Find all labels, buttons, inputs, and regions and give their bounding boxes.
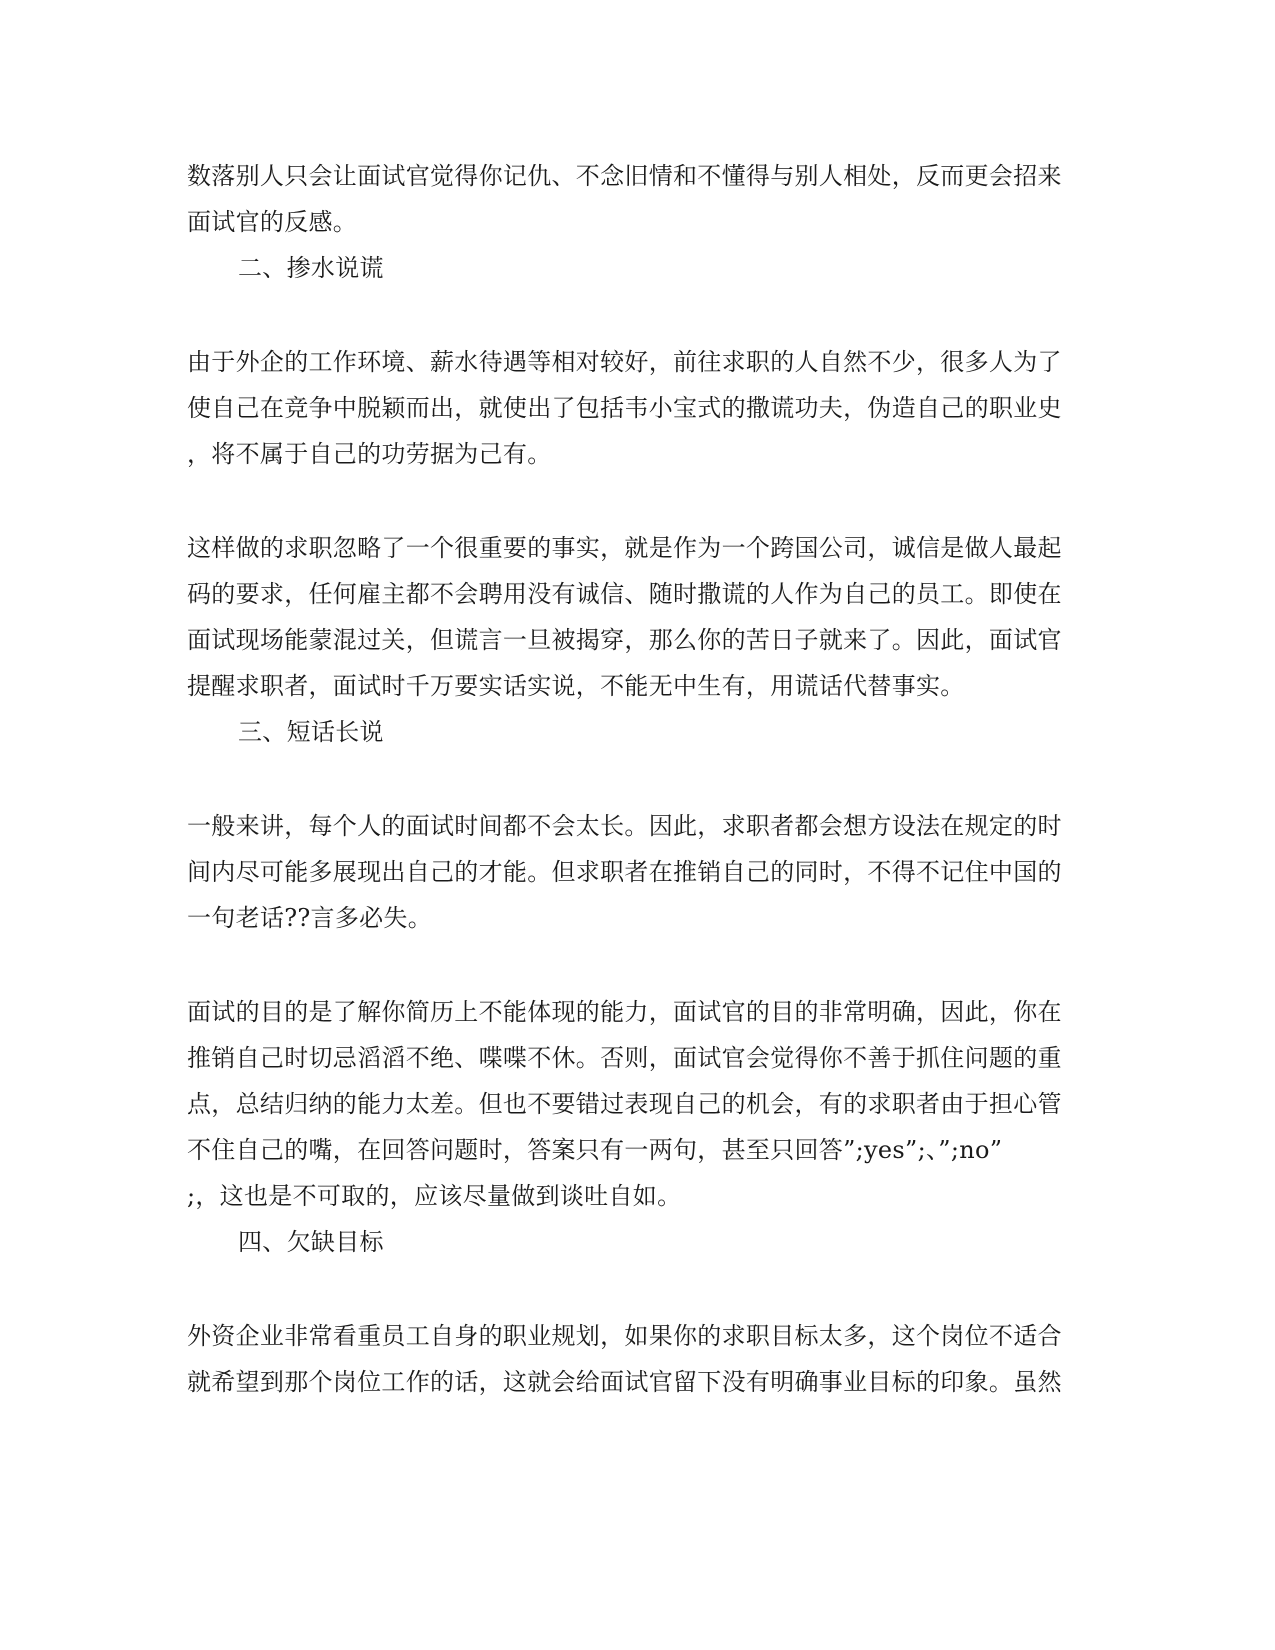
paragraph-line: ，将不属于自己的功劳据为己有。: [187, 440, 552, 468]
paragraph-line: 面试的目的是了解你简历上不能体现的能力，面试官的目的非常明确，因此，你在: [187, 998, 1062, 1026]
paragraph-line: 一般来讲，每个人的面试时间都不会太长。因此，求职者都会想方设法在规定的时: [187, 812, 1062, 840]
section-heading-4: 四、欠缺目标: [238, 1228, 384, 1256]
paragraph-line: 不住自己的嘴，在回答问题时，答案只有一两句，甚至只回答”;yes”;、”;no”: [187, 1136, 1003, 1164]
paragraph-line: ;，这也是不可取的，应该尽量做到谈吐自如。: [187, 1182, 682, 1210]
paragraph-line: 数落别人只会让面试官觉得你记仇、不念旧情和不懂得与别人相处，反而更会招来: [187, 162, 1062, 190]
paragraph-line: 推销自己时切忌滔滔不绝、喋喋不休。否则，面试官会觉得你不善于抓住问题的重: [187, 1044, 1062, 1072]
paragraph-line: 一句老话??言多必失。: [187, 904, 433, 932]
paragraph-line: 这样做的求职忽略了一个很重要的事实，就是作为一个跨国公司，诚信是做人最起: [187, 534, 1062, 562]
paragraph-line: 外资企业非常看重员工自身的职业规划，如果你的求职目标太多，这个岗位不适合: [187, 1322, 1062, 1350]
paragraph-line: 间内尽可能多展现出自己的才能。但求职者在推销自己的同时，不得不记住中国的: [187, 858, 1062, 886]
section-heading-2: 二、掺水说谎: [238, 254, 384, 282]
paragraph-line: 码的要求，任何雇主都不会聘用没有诚信、随时撒谎的人作为自己的员工。即使在: [187, 580, 1062, 608]
paragraph-line: 使自己在竞争中脱颖而出，就使出了包括韦小宝式的撒谎功夫，伪造自己的职业史: [187, 394, 1062, 422]
paragraph-line: 就希望到那个岗位工作的话，这就会给面试官留下没有明确事业目标的印象。虽然: [187, 1368, 1062, 1396]
section-heading-3: 三、短话长说: [238, 718, 384, 746]
paragraph-line: 由于外企的工作环境、薪水待遇等相对较好，前往求职的人自然不少，很多人为了: [187, 348, 1062, 376]
paragraph-line: 提醒求职者，面试时千万要实话实说，不能无中生有，用谎话代替事实。: [187, 672, 965, 700]
paragraph-line: 点，总结归纳的能力太差。但也不要错过表现自己的机会，有的求职者由于担心管: [187, 1090, 1062, 1118]
paragraph-line: 面试现场能蒙混过关，但谎言一旦被揭穿，那么你的苦日子就来了。因此，面试官: [187, 626, 1062, 654]
paragraph-line: 面试官的反感。: [187, 208, 358, 236]
